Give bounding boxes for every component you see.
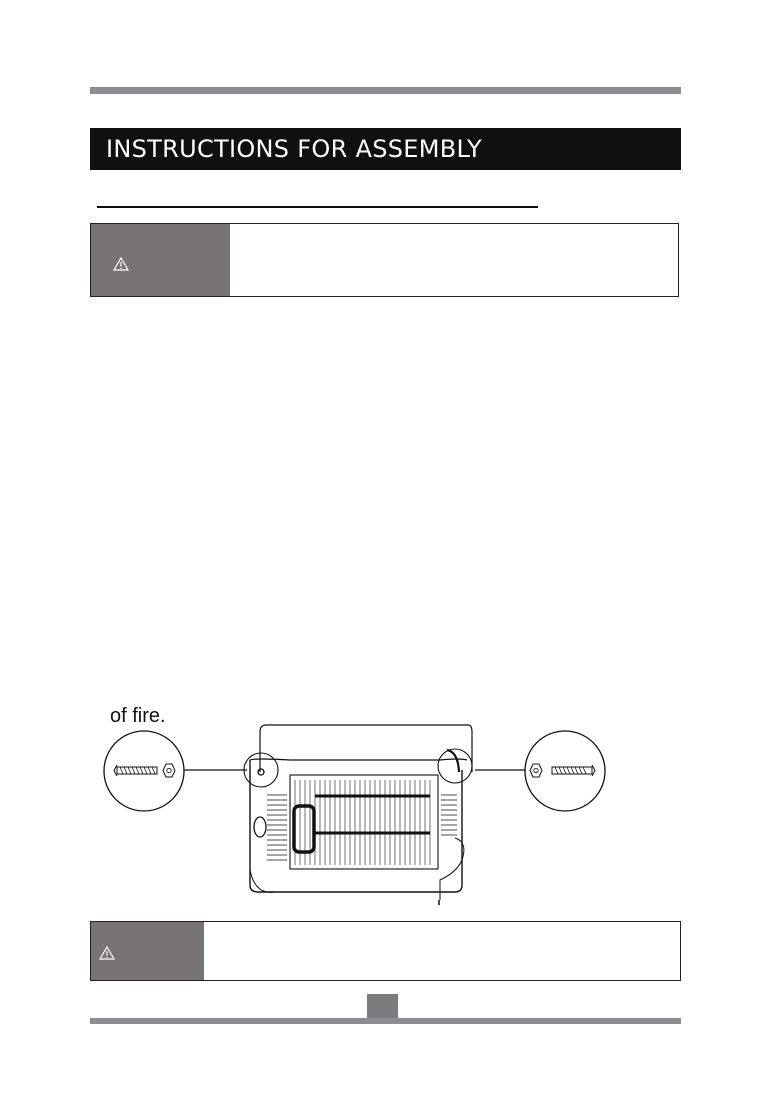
section-underline [97,206,538,208]
warning-label [91,224,230,296]
screw-icon [114,765,157,776]
warning-box-top [90,223,679,297]
section-title-bar [90,128,681,170]
header-rule [90,87,681,94]
assembly-figure [100,720,620,910]
page-title: INSTRUCTIONS FOR ASSEMBLY [106,135,482,163]
heater-illustration [244,725,472,905]
page-number-tab [367,994,398,1019]
warning-triangle-icon [99,946,115,960]
warning-triangle-icon [113,257,129,271]
warning-box-bottom [90,921,681,981]
warning-text [230,224,678,296]
warning-text [204,922,680,980]
footer-rule [90,1018,681,1024]
nut-icon [530,764,542,777]
screw-icon [552,765,595,776]
body-text-fragment: of fire. [110,705,166,727]
nut-icon [163,764,175,777]
warning-label [91,922,204,980]
detail-circle-left [104,731,184,811]
